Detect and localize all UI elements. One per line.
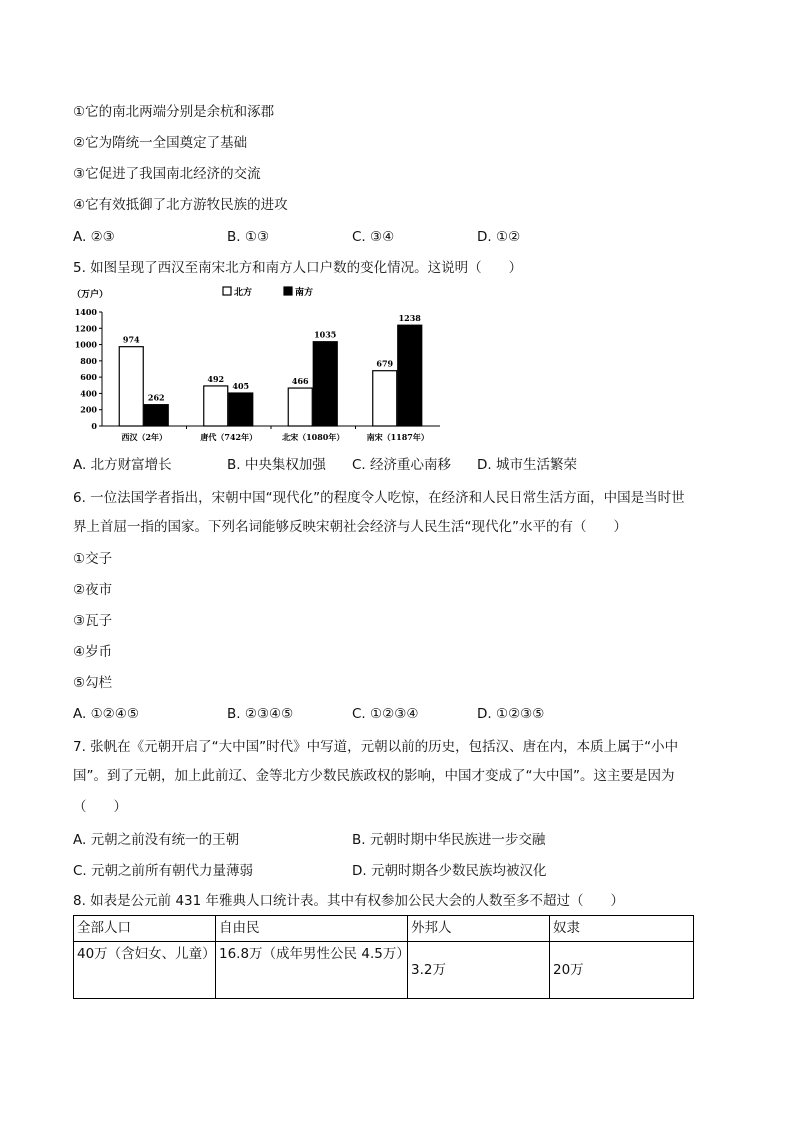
legend-north-label: 北方 <box>234 288 253 298</box>
q4-option-d[interactable]: D. ①② <box>477 229 521 245</box>
q4-option-a[interactable]: A. ②③ <box>73 229 115 245</box>
legend-south-label: 南方 <box>295 288 314 298</box>
header-foreigners: 外邦人 <box>408 916 550 942</box>
bar-value-label: 492 <box>207 373 225 384</box>
q4-option-c[interactable]: C. ③④ <box>352 229 395 245</box>
x-tick-label: 西汉（2年） <box>121 432 168 442</box>
q6-item-5: ⑤勾栏 <box>73 675 113 691</box>
q5-option-d[interactable]: D. 城市生活繁荣 <box>477 457 577 473</box>
y-tick-label: 1000 <box>74 339 97 350</box>
population-bar-chart <box>70 282 450 446</box>
x-tick-label: 南宋（1187年） <box>366 432 429 442</box>
cell-slaves: 20万 <box>550 942 694 999</box>
bars <box>119 313 422 426</box>
bar-south <box>229 393 253 426</box>
table-row <box>74 942 694 999</box>
q6-option-a[interactable]: A. ①②④⑤ <box>73 706 139 722</box>
bar-south <box>398 325 422 426</box>
q6-stem-line-1: 6. 一位法国学者指出，宋朝中国“现代化”的程度令人吃惊，在经济和人民日常生活方面，中国是当时世 <box>73 490 685 506</box>
q6-option-d[interactable]: D. ①②③⑤ <box>477 706 545 722</box>
chart-unit-label: （万户） <box>72 290 109 300</box>
q6-option-c[interactable]: C. ①②③④ <box>352 706 419 722</box>
y-tick-label: 1200 <box>74 323 97 334</box>
q5-option-c[interactable]: C. 经济重心南移 <box>352 457 452 473</box>
bar-south <box>144 405 168 426</box>
q4-item-2: ②它为隋统一全国奠定了基础 <box>73 135 248 151</box>
q6-item-4: ④岁币 <box>73 644 113 660</box>
y-tick-label: 0 <box>91 421 97 431</box>
q5-option-b[interactable]: B. 中央集权加强 <box>227 457 326 473</box>
table-header-row <box>74 916 694 942</box>
population-table <box>73 915 694 999</box>
y-axis <box>75 307 102 431</box>
q8-stem: 8. 如表是公元前 431 年雅典人口统计表。其中有权参加公民大会的人数至多不超过（ ） <box>73 893 625 909</box>
q5-stem: 5. 如图呈现了西汉至南宋北方和南方人口户数的变化情况。这说明（ ） <box>73 260 523 276</box>
bar-value-label: 974 <box>122 334 140 345</box>
bar-south <box>313 342 337 426</box>
q7-stem-line-1: 7. 张帆在《元朝开启了“大中国”时代》中写道，元朝以前的历史，包括汉、唐在内，本质上属于“小中 <box>73 739 679 755</box>
bar-north <box>288 388 312 426</box>
q6-item-3: ③瓦子 <box>73 613 113 629</box>
q7-stem-line-2: 国”。到了元朝，加上此前辽、金等北方少数民族政权的影响，中国才变成了“大中国”。这主要是因为 <box>73 768 675 784</box>
y-tick-label: 600 <box>80 372 97 383</box>
y-tick-label: 800 <box>80 355 97 366</box>
cell-foreigners: 3.2万 <box>408 942 550 999</box>
chart-legend <box>223 286 313 298</box>
q7-stem-line-3: （ ） <box>73 799 127 815</box>
q4-item-4: ④它有效抵御了北方游牧民族的进攻 <box>73 197 288 213</box>
bar-value-label: 405 <box>232 381 250 392</box>
bar-value-label: 1035 <box>314 329 337 340</box>
q4-option-b[interactable]: B. ①③ <box>227 229 270 245</box>
x-axis <box>102 426 440 442</box>
q6-option-b[interactable]: B. ②③④⑤ <box>227 706 294 722</box>
x-tick-label: 唐代（742年） <box>200 432 258 442</box>
legend-north-swatch <box>223 287 231 295</box>
header-total: 全部人口 <box>74 916 216 942</box>
y-tick-label: 400 <box>80 388 97 399</box>
cell-free: 16.8万（成年男性公民 4.5万） <box>216 942 408 999</box>
bar-north <box>204 386 228 426</box>
q4-item-1: ①它的南北两端分别是余杭和涿郡 <box>73 104 275 120</box>
q7-option-d[interactable]: D. 元朝时期各少数民族均被汉化 <box>352 863 547 879</box>
q4-item-3: ③它促进了我国南北经济的交流 <box>73 166 261 182</box>
bar-value-label: 1238 <box>398 313 421 324</box>
x-tick-label: 北宋（1080年） <box>282 432 345 442</box>
q5-option-a[interactable]: A. 北方财富增长 <box>73 457 172 473</box>
bar-value-label: 679 <box>376 358 394 369</box>
header-free: 自由民 <box>216 916 408 942</box>
q7-option-b[interactable]: B. 元朝时期中华民族进一步交融 <box>352 832 546 848</box>
header-slaves: 奴隶 <box>550 916 694 942</box>
cell-total: 40万（含妇女、儿童） <box>74 942 216 999</box>
y-tick-label: 200 <box>80 404 97 415</box>
bar-north <box>373 371 397 426</box>
q6-item-1: ①交子 <box>73 551 113 567</box>
q7-option-c[interactable]: C. 元朝之前所有朝代力量薄弱 <box>73 863 254 879</box>
bar-north <box>119 347 143 426</box>
q7-option-a[interactable]: A. 元朝之前没有统一的王朝 <box>73 832 240 848</box>
bar-value-label: 262 <box>147 392 165 403</box>
q6-stem-line-2: 界上首屈一指的国家。下列名词能够反映宋朝社会经济与人民生活“现代化”水平的有（ ） <box>73 519 627 535</box>
y-tick-label: 1400 <box>74 307 97 317</box>
legend-south-swatch <box>284 287 292 295</box>
q6-item-2: ②夜市 <box>73 582 113 598</box>
bar-value-label: 466 <box>291 376 309 387</box>
